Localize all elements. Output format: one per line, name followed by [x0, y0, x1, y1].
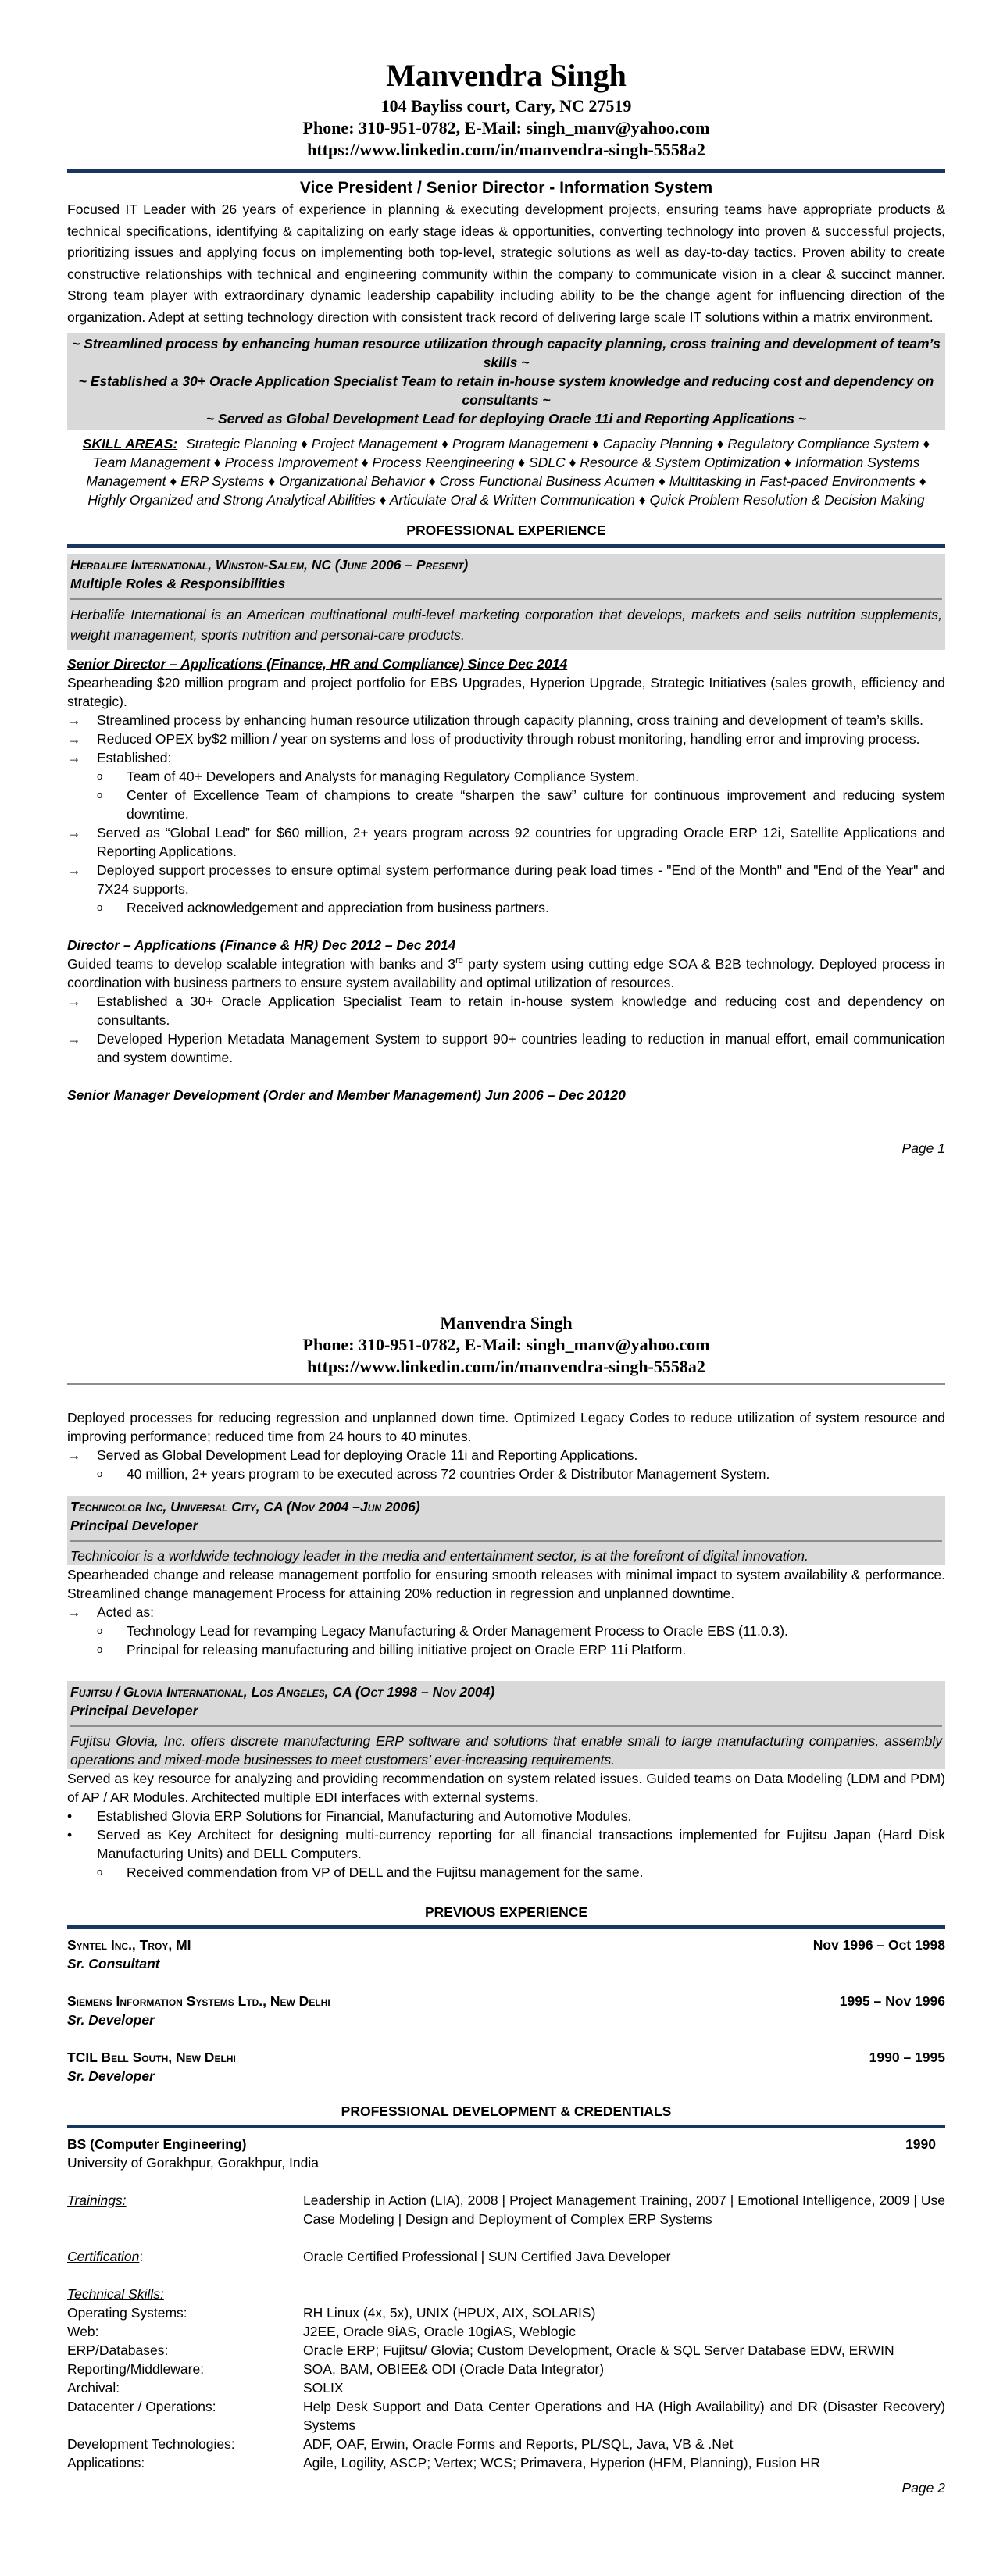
list-item [67, 1825, 945, 1863]
address: 104 Bayliss court, Cary, NC 27519 [380, 96, 632, 116]
circle-bullet-icon: o [97, 1468, 103, 1479]
intro-text: party system using cutting edge SOA & B2B technology. Deployed process in coordination with business partners to ensure system availability and optimal utilization of resources. [67, 956, 945, 990]
previous-job [67, 2048, 945, 2085]
skill-row [67, 2397, 945, 2435]
summary: Focused IT Leader with 26 years of experience in planning & executing development projects, ensuring teams have appropriate products & technical specifications, identifying & capitalizing on early stage ideas & opportunities, converting technology into proven & successful projects, prioritizing issues and applying focus on implementing both top-level, strategic solutions as well as day-to-day tactics. Proven ability to create constructive relationships with technical and engineering community within the company to communicate vision in a clear & succinct manner. Strong team player with extraordinary dynamic leadership capability including ability to be the change agent for influencing direction of the organization. Adept at setting technology direction with consistent track record of delivering large scale IT solutions within a matrix environment. [67, 202, 945, 325]
job-role: Sr. Consultant [67, 1956, 160, 1971]
bullet-text: Served as “Global Lead” for $60 million, 2+ years program across 92 countries for upgrading Oracle ERP 12i, Satellite Applications and Reporting Applications. [97, 825, 945, 859]
skill-category: Applications: [67, 2455, 145, 2471]
arrow-icon: → [67, 731, 81, 747]
job-role: Principal Developer [70, 1518, 198, 1533]
arrow-icon: → [67, 750, 81, 765]
page-2 [67, 1312, 945, 2497]
page-2-header [67, 1312, 945, 1378]
list-item [67, 1465, 945, 1483]
job-role: Sr. Developer [67, 2068, 155, 2084]
circle-bullet-icon: o [97, 1643, 103, 1655]
arrow-icon: → [67, 1447, 81, 1463]
bullet-text: Reduced OPEX by$2 million / year on systems and loss of productivity through robust monitoring, handling error and improving process. [97, 731, 920, 747]
company-name: Technicolor Inc, Universal City, CA (Nov 2004 –Jun 2006) [70, 1499, 420, 1515]
bullet-text: Established: [97, 750, 172, 765]
intro-text: Guided teams to develop scalable integration with banks and 3 [67, 956, 456, 972]
bullet-text: Established a 30+ Oracle Application Specialist Team to retain in-house system knowledge and reducing cost and dependency on consultants. [97, 994, 945, 1028]
skill-areas-list: Strategic Planning ♦ Project Management ♦ Program Management ♦ Capacity Planning ♦ Regulatory Compliance System ♦ Team Management ♦ Process Improvement ♦ Process Reengineering ♦ SDLC ♦ Resource & System Optimization ♦ Information Systems Management ♦ ERP Systems ♦ Organizational Behavior ♦ Cross Functional Business Acumen ♦ Multitasking in Fast-paced Environments ♦ Highly Organized and Strong Analytical Abilities ♦ Articulate Oral & Written Communication ♦ Quick Problem Resolution & Decision Making [86, 436, 930, 508]
skill-areas [67, 434, 945, 509]
sub-bullet-list [67, 1465, 945, 1483]
skill-category: ERP/Databases: [67, 2342, 169, 2358]
circle-bullet-icon: o [97, 1625, 103, 1636]
list-item [67, 823, 945, 861]
section-title-previous: PREVIOUS EXPERIENCE [424, 1904, 588, 1920]
company-description: Herbalife International is an American multinational multi-level marketing corporation that develops, markets and sells nutrition supplements, weight management, sports nutrition and personal-care products. [70, 607, 942, 643]
bullet-text: Deployed support processes to ensure optimal system performance during peak load times - "End of the Month" and "End of the Year" and 7X24 supports. [97, 862, 945, 897]
company-name: TCIL Bell South, New Delhi [67, 2050, 236, 2065]
company-name: Syntel Inc., Troy, MI [67, 1937, 191, 1953]
company-name: Siemens Information Systems Ltd., New Delhi [67, 1993, 330, 2009]
skill-row [67, 2435, 945, 2453]
bullet-text: Principal for releasing manufacturing and billing initiative project on Oracle ERP 11i Platform. [127, 1642, 687, 1657]
role-senior-manager-details [67, 1408, 945, 1483]
label-colon: : [139, 2249, 144, 2264]
professional-title: Vice President / Senior Director - Information System [299, 179, 713, 197]
bullet-list [67, 823, 945, 898]
role-heading: Director – Applications (Finance & HR) Dec 2012 – Dec 2014 [67, 937, 456, 953]
skill-row [67, 2453, 945, 2472]
graduation-year: 1990 [905, 2136, 936, 2152]
company-description: Fujitsu Glovia, Inc. offers discrete manufacturing ERP software and solutions that enable small to large manufacturing companies, assembly operations and mixed-mode businesses to meet customers’ ever-increasing requirements. [70, 1733, 942, 1768]
previous-job [67, 1992, 945, 2029]
section-divider [67, 2125, 945, 2128]
trainings-label: Trainings: [67, 2192, 127, 2208]
skill-category: Development Technologies: [67, 2436, 235, 2452]
job-dates: Nov 1996 – Oct 1998 [812, 1937, 945, 1953]
bullet-text: Served as Global Development Lead for deploying Oracle 11i and Reporting Applications. [97, 1447, 638, 1463]
job-dates: 1995 – Nov 1996 [839, 1993, 945, 2009]
previous-experience-list [67, 1936, 945, 2085]
bullet-text: Team of 40+ Developers and Analysts for managing Regulatory Compliance System. [127, 769, 640, 784]
company-name: Herbalife International, Winston-Salem, NC (June 2006 – Present) [70, 557, 469, 573]
circle-bullet-icon: o [97, 901, 103, 913]
header-divider [67, 169, 945, 173]
list-item [67, 1029, 945, 1067]
skill-category: Archival: [67, 2380, 120, 2396]
skill-category: Reporting/Middleware: [67, 2361, 205, 2377]
list-item [67, 1622, 945, 1640]
role-intro: Spearheaded change and release management portfolio for ensuring smooth releases with minimal impact to system availability & performance. Streamlined change management Process for attaining 20% reduction in regression and unplanned downtime. [67, 1567, 945, 1601]
highlights-box [67, 333, 945, 430]
skill-value: Help Desk Support and Data Center Operations and HA (High Availability) and DR (Disaster Recovery) Systems [303, 2399, 945, 2433]
contact-line: Phone: 310-951-0782, E-Mail: singh_manv@yahoo.com [302, 118, 710, 137]
list-item [67, 767, 945, 786]
role-intro: Deployed processes for reducing regression and unplanned down time. Optimized Legacy Codes to reduce utilization of system resource and improving performance; reduced time from 24 hours to 40 minutes. [67, 1410, 945, 1444]
bullet-list [67, 711, 945, 767]
bullet-dot-icon: • [67, 1808, 73, 1824]
role-intro: Served as key resource for analyzing and providing recommendation on system related issues. Guided teams on Data Modeling (LDM and PDM) of AP / AR Modules. Architected multiple EDI interfaces with external systems. [67, 1771, 945, 1805]
skill-category: Web: [67, 2324, 99, 2339]
job-divider [70, 1540, 942, 1542]
trainings [67, 2191, 945, 2228]
certification-label: Certification [67, 2249, 140, 2264]
bullet-text: Established Glovia ERP Solutions for Financial, Manufacturing and Automotive Modules. [97, 1808, 632, 1824]
arrow-icon: → [67, 712, 81, 728]
skill-value: ADF, OAF, Erwin, Oracle Forms and Reports, PL/SQL, Java, VB & .Net [303, 2436, 734, 2452]
job-role: Principal Developer [70, 1703, 198, 1718]
bullet-text: Center of Excellence Team of champions to create “sharpen the saw” culture for continuous improvement and reducing system downtime. [127, 787, 945, 822]
bullet-dot-icon: • [67, 1827, 73, 1843]
section-title-credentials: PROFESSIONAL DEVELOPMENT & CREDENTIALS [341, 2103, 672, 2119]
bullet-text: Received commendation from VP of DELL and the Fujitsu management for the same. [127, 1864, 644, 1880]
section-title-professional: PROFESSIONAL EXPERIENCE [406, 523, 606, 538]
contact-line: Phone: 310-951-0782, E-Mail: singh_manv@yahoo.com [302, 1335, 710, 1354]
company-name: Fujitsu / Glovia International, Los Angeles, CA (Oct 1998 – Nov 2004) [70, 1684, 495, 1700]
highlight-item: ~ Streamlined process by enhancing human resource utilization through capacity planning, cross training and development of team’s skills ~ [72, 336, 941, 370]
skill-value: SOA, BAM, OBIEE& ODI (Oracle Data Integrator) [303, 2361, 605, 2377]
job-header-herbalife [67, 554, 945, 650]
job-header-technicolor [67, 1496, 945, 1565]
technical-skills-label: Technical Skills: [67, 2286, 164, 2302]
bullet-text: Streamlined process by enhancing human resource utilization through capacity planning, cross training and development of team’s skills. [97, 712, 924, 728]
list-item [67, 1446, 945, 1465]
resume-header [67, 56, 945, 161]
bullet-list [67, 1446, 945, 1465]
skill-value: SOLIX [303, 2380, 344, 2396]
candidate-name: Manvendra Singh [386, 58, 627, 93]
job-header-fujitsu [67, 1681, 945, 1769]
page-number: Page 2 [901, 2480, 945, 2496]
role-intro [67, 954, 945, 992]
skill-value: Oracle ERP; Fujitsu/ Glovia; Custom Development, Oracle & SQL Server Database EDW, ERWIN [303, 2342, 894, 2358]
page-number: Page 1 [901, 1140, 945, 1156]
skill-row [67, 2303, 945, 2322]
bullet-text: 40 million, 2+ years program to be executed across 72 countries Order & Distributor Management System. [127, 1466, 770, 1482]
job-dates: 1990 – 1995 [869, 2050, 945, 2065]
ordinal-suffix: rd [455, 956, 463, 966]
header-divider [67, 1383, 945, 1385]
list-item [67, 861, 945, 898]
skill-value: RH Linux (4x, 5x), UNIX (HPUX, AIX, SOLARIS) [303, 2305, 596, 2321]
job-role: Sr. Developer [67, 2012, 155, 2028]
role-senior-director [67, 655, 945, 917]
candidate-name: Manvendra Singh [440, 1313, 573, 1333]
page-1 [67, 56, 945, 1158]
section-divider [67, 544, 945, 548]
skill-category: Operating Systems: [67, 2305, 187, 2321]
arrow-icon: → [67, 1604, 81, 1620]
list-item [67, 1863, 945, 1882]
role-intro: Spearheading $20 million program and project portfolio for EBS Upgrades, Hyperion Upgrade, Strategic Initiatives (sales growth, efficiency and strategic). [67, 675, 945, 709]
sub-bullet-list [67, 1622, 945, 1659]
list-item [67, 786, 945, 823]
circle-bullet-icon: o [97, 770, 103, 782]
list-item [67, 898, 945, 917]
company-description: Technicolor is a worldwide technology leader in the media and entertainment sector, is at the forefront of digital innovation. [70, 1548, 809, 1564]
list-item [67, 1640, 945, 1659]
skill-row [67, 2378, 945, 2397]
sub-bullet-list [67, 898, 945, 917]
skill-category: Datacenter / Operations: [67, 2399, 216, 2414]
sub-bullet-list [67, 767, 945, 823]
linkedin-url[interactable]: https://www.linkedin.com/in/manvendra-singh-5558a2 [307, 1357, 705, 1376]
arrow-icon: → [67, 825, 81, 840]
job-divider [70, 598, 942, 600]
highlight-item: ~ Established a 30+ Oracle Application Specialist Team to retain in-house system knowledge and reducing cost and dependency on consultants ~ [78, 373, 934, 408]
certification-value: Oracle Certified Professional | SUN Certified Java Developer [303, 2249, 671, 2264]
skill-areas-label: SKILL AREAS: [82, 436, 178, 451]
section-divider [67, 1925, 945, 1929]
list-item [67, 992, 945, 1029]
job-role: Multiple Roles & Responsibilities [70, 576, 286, 591]
list-item [67, 1807, 945, 1825]
circle-bullet-icon: o [97, 1866, 103, 1878]
bullet-text: Acted as: [97, 1604, 154, 1620]
skill-value: J2EE, Oracle 9iAS, Oracle 10giAS, Weblogic [303, 2324, 576, 2339]
bullet-list [67, 1603, 945, 1622]
role-heading-senior-manager: Senior Manager Development (Order and Member Management) Jun 2006 – Dec 20120 [67, 1087, 626, 1103]
arrow-icon: → [67, 862, 81, 878]
previous-job [67, 1936, 945, 1973]
bullet-list [67, 992, 945, 1067]
bullet-text: Served as Key Architect for designing multi-currency reporting for all financial transactions implemented for Fujitsu Japan (Hard Disk Manufacturing Units) and DELL Computers. [97, 1827, 945, 1861]
skill-row [67, 2360, 945, 2378]
job-divider [70, 1725, 942, 1727]
education [67, 2135, 945, 2172]
sub-bullet-list [67, 1863, 945, 1882]
certification [67, 2247, 945, 2266]
skill-value: Agile, Logility, ASCP; Vertex; WCS; Primavera, Hyperion (HFM, Planning), Fusion HR [303, 2455, 820, 2471]
linkedin-url[interactable]: https://www.linkedin.com/in/manvendra-singh-5558a2 [307, 140, 705, 159]
skill-row [67, 2322, 945, 2341]
circle-bullet-icon: o [97, 789, 103, 801]
degree: BS (Computer Engineering) [67, 2136, 247, 2152]
list-item [67, 748, 945, 767]
technical-skills [67, 2285, 945, 2472]
skill-row [67, 2341, 945, 2360]
list-item [67, 1603, 945, 1622]
bullet-text: Developed Hyperion Metadata Management System to support 90+ countries leading to reduction in manual effort, email communication and system downtime. [97, 1031, 945, 1065]
bullet-text: Received acknowledgement and appreciation from business partners. [127, 900, 549, 915]
arrow-icon: → [67, 1031, 81, 1047]
bullet-list [67, 1807, 945, 1863]
role-heading: Senior Director – Applications (Finance, HR and Compliance) Since Dec 2014 [67, 656, 568, 672]
school: University of Gorakhpur, Gorakhpur, India [67, 2155, 319, 2171]
highlight-item: ~ Served as Global Development Lead for deploying Oracle 11i and Reporting Applications ~ [205, 411, 807, 426]
role-director [67, 936, 945, 1067]
list-item [67, 711, 945, 730]
trainings-value: Leadership in Action (LIA), 2008 | Project Management Training, 2007 | Emotional Intelligence, 2009 | Use Case Modeling | Design and Deployment of Complex ERP Systems [303, 2192, 945, 2227]
bullet-text: Technology Lead for revamping Legacy Manufacturing & Order Management Process to Oracle EBS (11.0.3). [127, 1623, 788, 1639]
list-item [67, 730, 945, 748]
arrow-icon: → [67, 994, 81, 1009]
